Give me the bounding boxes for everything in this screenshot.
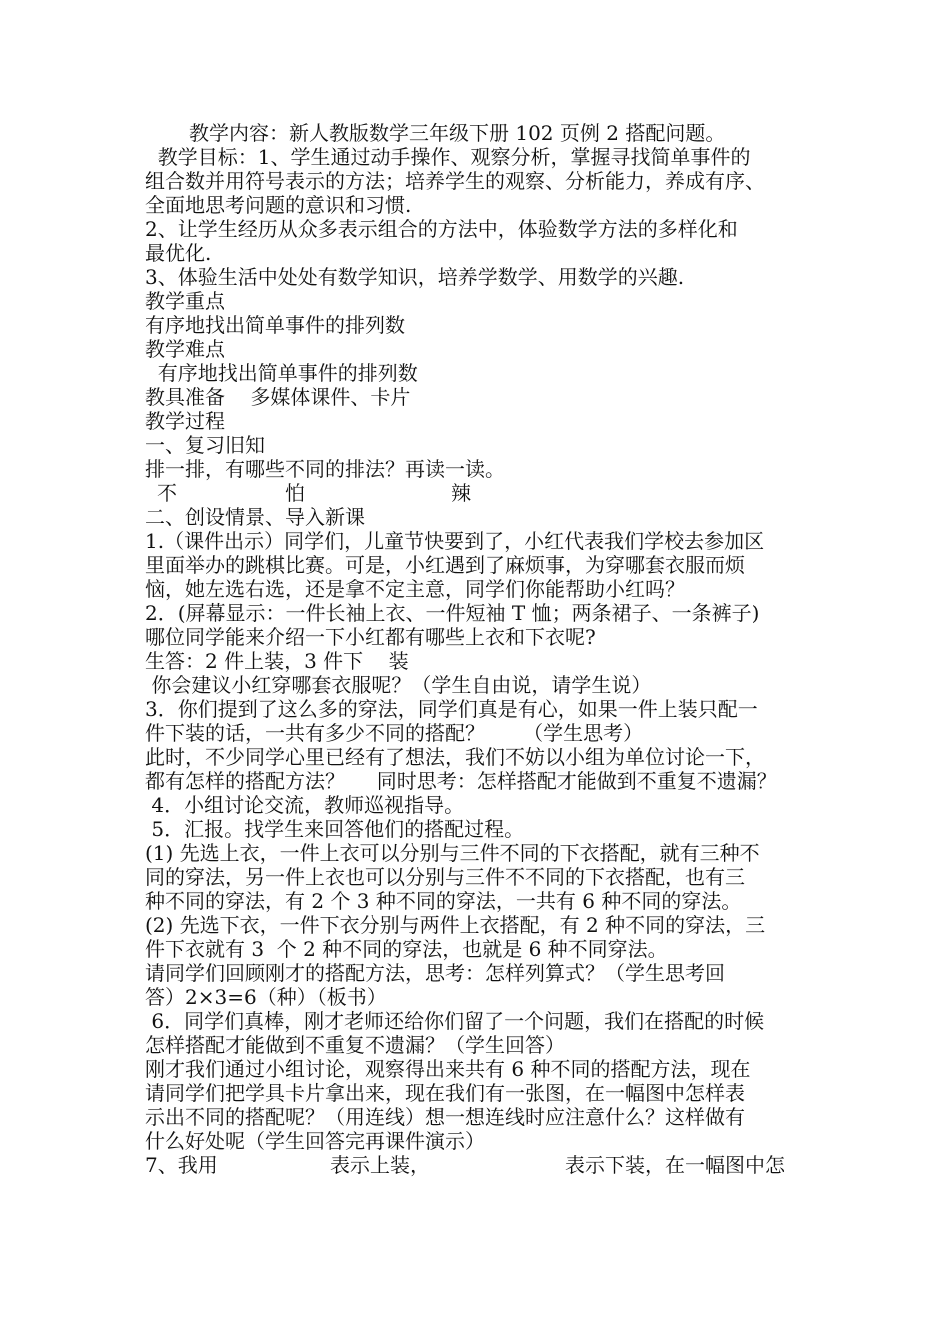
cards-line-2: 请同学们把学具卡片拿出来，现在我们有一张图，在一幅图中怎样表 [145,1081,745,1105]
goal-2-line-1: 2、让学生经历从众多表示组合的方法中，体验数学方法的多样化和 [145,217,738,241]
cards-line-3: 示出不同的搭配呢？（用连线）想一想连线时应注意什么？这样做有 [145,1105,745,1129]
document-body [145,121,825,1177]
step-1-line-1: 1.（课件出示）同学们，儿童节快要到了，小红代表我们学校去参加区 [145,529,765,553]
step-5: 5．汇报。找学生来回答他们的搭配过程。 [145,817,525,841]
method-1-line-2: 同的穿法，另一件上衣也可以分别与三件不不同的下衣搭配，也有三 [145,865,745,889]
step-7-part-a: 7、我用 [145,1153,218,1177]
step-4: 4．小组讨论交流，教师巡视指导。 [145,793,465,817]
teaching-aids: 教具准备 多媒体课件、卡片 [145,385,411,409]
step-2-line-2: 哪位同学能来介绍一下小红都有哪些上衣和下衣呢? [145,625,596,649]
teaching-goal-line-3: 全面地思考问题的意识和习惯. [145,193,412,217]
step-3-line-1: 3．你们提到了这么多的穿法，同学们真是有心，如果一件上装只配一 [145,697,758,721]
char-card-3: 辣 [451,481,471,505]
difficulty-text: 有序地找出简单事件的排列数 [145,361,418,385]
teaching-goal-line-1: 教学目标：1、学生通过动手操作、观察分析，掌握寻找简单事件的 [145,145,751,169]
step-6-line-1: 6．同学们真棒，刚才老师还给你们留了一个问题，我们在搭配的时候 [145,1009,765,1033]
review-line-2: 答）2×3=6（种）（板书） [145,985,387,1009]
process-heading: 教学过程 [145,409,225,433]
key-point-heading: 教学重点 [145,289,225,313]
step-7-line [145,1153,825,1177]
step-1-line-3: 恼，她左选右选，还是拿不定主意，同学们你能帮助小红吗？ [145,577,685,601]
method-1-line-3: 种不同的穿法，有 2 个 3 种不同的穿法，一共有 6 种不同的穿法。 [145,889,742,913]
goal-2-line-2: 最优化. [145,241,212,265]
arrange-prompt: 排一排，有哪些不同的排法？再读一读。 [145,457,505,481]
step-7-part-c: 表示下装，在一幅图中怎 [565,1153,785,1177]
method-1-line-1: (1) 先选上衣，一件上衣可以分别与三件不同的下衣搭配，就有三种不 [145,841,760,865]
review-line-1: 请同学们回顾刚才的搭配方法，思考：怎样列算式？（学生思考回 [145,961,725,985]
suggestion-question: 你会建议小红穿哪套衣服呢？（学生自由说，请学生说） [145,673,652,697]
student-answer: 生答：2 件上装，3 件下 装 [145,649,409,673]
cards-line-1: 刚才我们通过小组讨论，观察得出来共有 6 种不同的搭配方法，现在 [145,1057,751,1081]
char-card-2: 怕 [285,481,305,505]
key-point-text: 有序地找出简单事件的排列数 [145,313,405,337]
step-3-line-4: 都有怎样的搭配方法？ 同时思考：怎样搭配才能做到不重复不遗漏？ [145,769,777,793]
step-2-line-1: 2．(屏幕显示：一件长袖上衣、一件短袖 T 恤；两条裙子、一条裤子) [145,601,760,625]
step-6-line-2: 怎样搭配才能做到不重复不遗漏？（学生回答） [145,1033,565,1057]
step-1-line-2: 里面举办的跳棋比赛。可是，小红遇到了麻烦事，为穿哪套衣服而烦 [145,553,745,577]
teaching-content: 教学内容：新人教版数学三年级下册 102 页例 2 搭配问题。 [189,121,726,145]
teaching-goal-line-2: 组合数并用符号表示的方法；培养学生的观察、分析能力，养成有序、 [145,169,765,193]
goal-3: 3、体验生活中处处有数学知识，培养学数学、用数学的兴趣. [145,265,685,289]
section-2-heading: 二、创设情景、导入新课 [145,505,365,529]
cards-line-4: 什么好处呢（学生回答完再课件演示） [145,1129,485,1153]
character-cards [145,481,825,505]
method-2-line-2: 件下衣就有 3 个 2 种不同的穿法，也就是 6 种不同穿法。 [145,937,668,961]
step-3-line-2: 件下装的话，一共有多少不同的搭配？ （学生思考） [145,721,644,745]
char-card-1: 不 [157,481,177,505]
step-7-part-b: 表示上装， [330,1153,430,1177]
step-3-line-3: 此时，不少同学心里已经有了想法，我们不妨以小组为单位讨论一下， [145,745,765,769]
difficulty-heading: 教学难点 [145,337,225,361]
section-1-heading: 一、复习旧知 [145,433,265,457]
method-2-line-1: (2) 先选下衣，一件下衣分别与两件上衣搭配，有 2 种不同的穿法，三 [145,913,766,937]
